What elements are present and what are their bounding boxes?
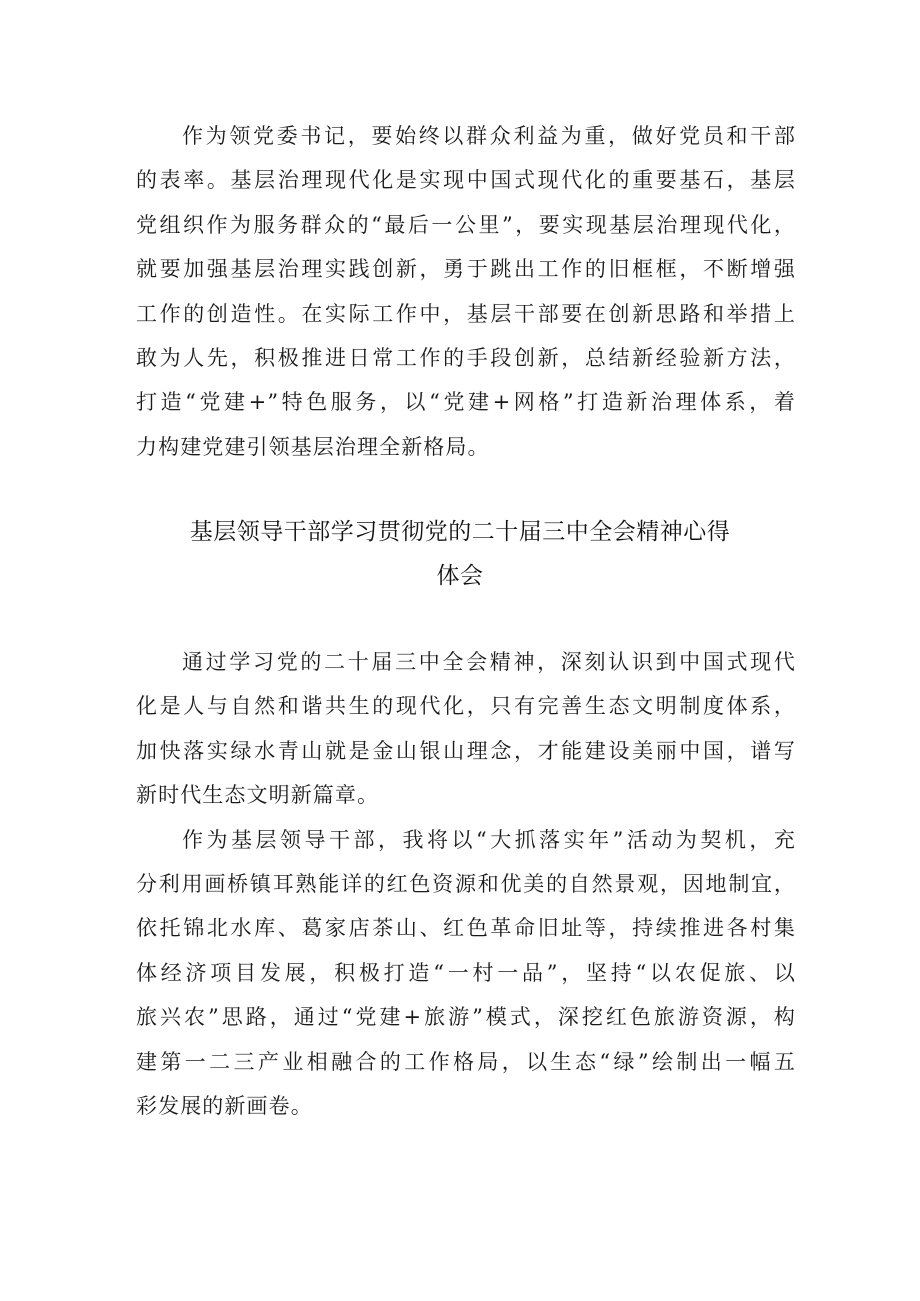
paragraph-line: 作为领党委书记，要始终以群众利益为重，做好党员和干部 <box>182 124 796 148</box>
paragraph-line: 力构建党建引领基层治理全新格局。 <box>136 434 490 459</box>
paragraph-line: 加快落实绿水青山就是金山银山理念，才能建设美丽中国，谱写 <box>136 738 796 763</box>
article-title <box>100 510 820 598</box>
paragraph-line: 旅兴农”思路，通过“党建+旅游”模式，深挖红色旅游资源，构 <box>136 1005 796 1030</box>
article-body <box>136 640 796 1128</box>
paragraph-line: 敢为人先，积极推进日常工作的手段创新，总结新经验新方法， <box>136 345 796 370</box>
paragraph-line: 体经济项目发展，积极打造“一村一品”，坚持“以农促旅、以 <box>136 960 796 985</box>
paragraph-line: 彩发展的新画卷。 <box>136 1093 313 1118</box>
paragraph-line: 通过学习党的二十届三中全会精神，深刻认识到中国式现代 <box>182 650 796 674</box>
paragraph-study-reflection <box>136 640 796 818</box>
paragraph-line: 化是人与自然和谐共生的现代化，只有完善生态文明制度体系， <box>136 694 796 719</box>
article-title-line: 基层领导干部学习贯彻党的二十届三中全会精神心得 <box>189 519 731 545</box>
paragraph-line: 工作的创造性。在实际工作中，基层干部要在创新思路和举措上 <box>136 301 796 326</box>
paragraph-line: 打造“党建+”特色服务，以“党建+网格”打造新治理体系，着 <box>136 390 796 415</box>
paragraph-line: 新时代生态文明新篇章。 <box>136 783 380 808</box>
paragraph-line: 依托锦北水库、葛家店茶山、红色革命旧址等，持续推进各村集 <box>136 916 796 941</box>
paragraph-line: 的表率。基层治理现代化是实现中国式现代化的重要基石，基层 <box>136 168 796 193</box>
paragraph-party-secretary <box>136 114 796 469</box>
paragraph-line: 建第一二三产业相融合的工作格局，以生态“绿”绘制出一幅五 <box>136 1049 796 1074</box>
paragraph-line: 分利用画桥镇耳熟能详的红色资源和优美的自然景观，因地制宜， <box>136 871 796 896</box>
article-title-line: 体会 <box>436 563 484 589</box>
paragraph-action-plan <box>136 818 796 1129</box>
paragraph-line: 就要加强基层治理实践创新，勇于跳出工作的旧框框，不断增强 <box>136 257 796 282</box>
paragraph-line: 作为基层领导干部，我将以“大抓落实年”活动为契机，充 <box>182 827 796 852</box>
paragraph-line: 党组织作为服务群众的“最后一公里”，要实现基层治理现代化， <box>136 212 796 237</box>
